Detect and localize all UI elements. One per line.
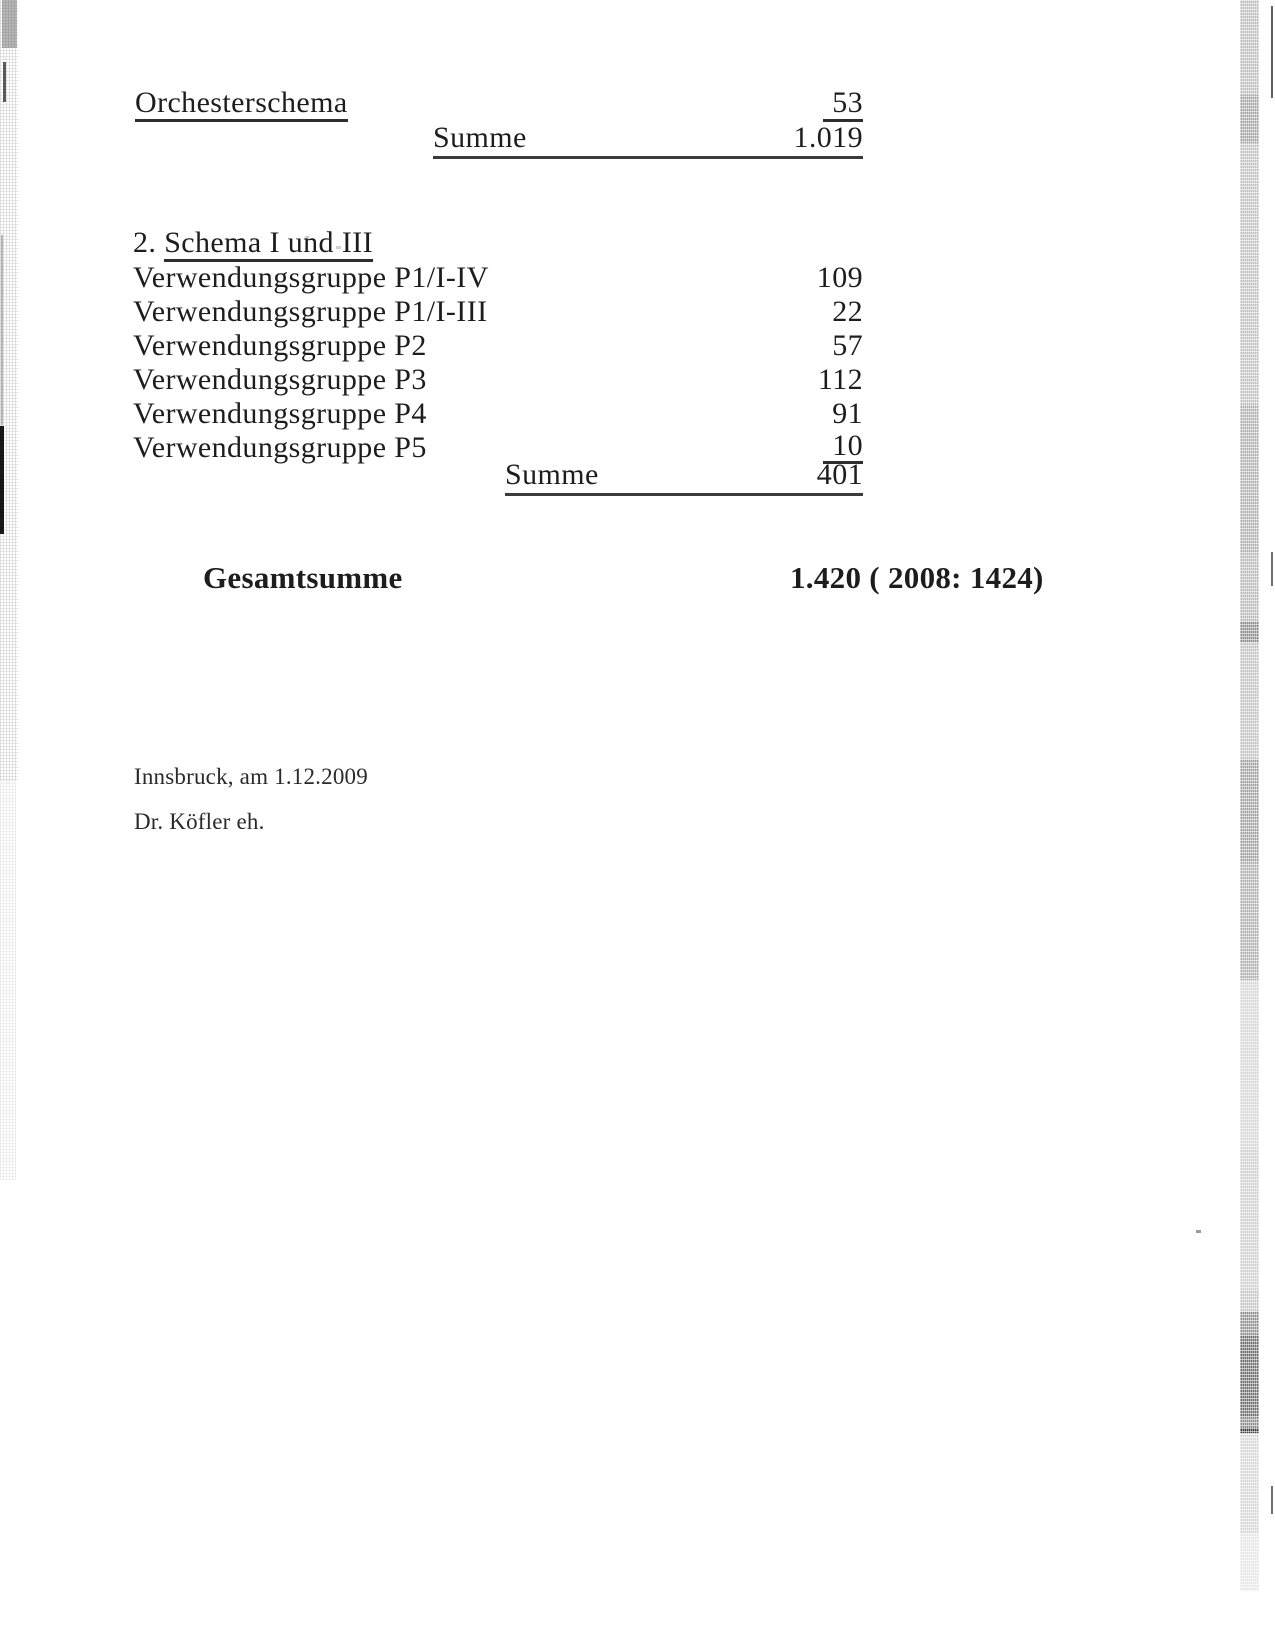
gesamtsumme-label: Gesamtsumme [203,560,403,595]
table-row [133,261,863,295]
summe-row-2 [505,459,863,496]
gesamtsumme-row [203,560,1044,595]
summe-row-1 [433,121,863,159]
table-row [133,363,863,397]
schema-rows [133,261,863,465]
scan-noise-left-band-lower [0,780,16,1180]
row-label: Verwendungsgruppe P2 [133,329,427,362]
row-label: Verwendungsgruppe P1/I-III [133,295,488,328]
scan-streak-right-edge [1271,552,1273,586]
row-value: 109 [816,261,863,294]
row-label: Verwendungsgruppe P5 [133,431,427,464]
place-date: Innsbruck, am 1.12.2009 [134,764,368,789]
scan-streak-left-top [3,62,6,102]
row-value: 22 [832,295,863,328]
row-value: 91 [832,397,863,430]
scan-noise-right-band [1240,0,1259,1600]
row-label: Verwendungsgruppe P3 [133,363,427,396]
orchesterschema-label: Orchesterschema [135,86,348,122]
schema-section-heading [133,226,373,262]
row-value: 57 [832,329,863,362]
summe-value-1: 1.019 [793,121,863,154]
gesamtsumme-value: 1.420 ( 2008: 1424) [790,560,1044,595]
summe-label-1: Summe [433,121,527,154]
scan-noise-left-corner [2,0,17,48]
row-value: 112 [817,363,863,396]
scan-streak-right-edge [1271,1486,1273,1514]
summe-label-2: Summe [505,458,599,491]
table-row [133,397,863,431]
scan-streak-left-mid-faint [1,235,3,425]
row-label: Verwendungsgruppe P1/I-IV [133,261,489,294]
schema-heading-text: Schema I und III [164,226,373,262]
summe-value-2: 401 [816,458,863,491]
table-row [133,295,863,329]
schema-heading-prefix: 2. [133,226,165,259]
signature: Dr. Köfler eh. [134,809,265,834]
row-value: 10 [823,431,863,464]
orchesterschema-value: 53 [823,86,863,122]
table-row [133,329,863,363]
row-label: Verwendungsgruppe P4 [133,397,427,430]
scan-streak-left-dark [0,426,4,534]
scan-band-dither-overlay [1240,0,1259,1600]
scan-streak-right-edge [1271,6,1273,98]
scan-speck [1196,1230,1201,1233]
orchesterschema-row [135,86,863,122]
